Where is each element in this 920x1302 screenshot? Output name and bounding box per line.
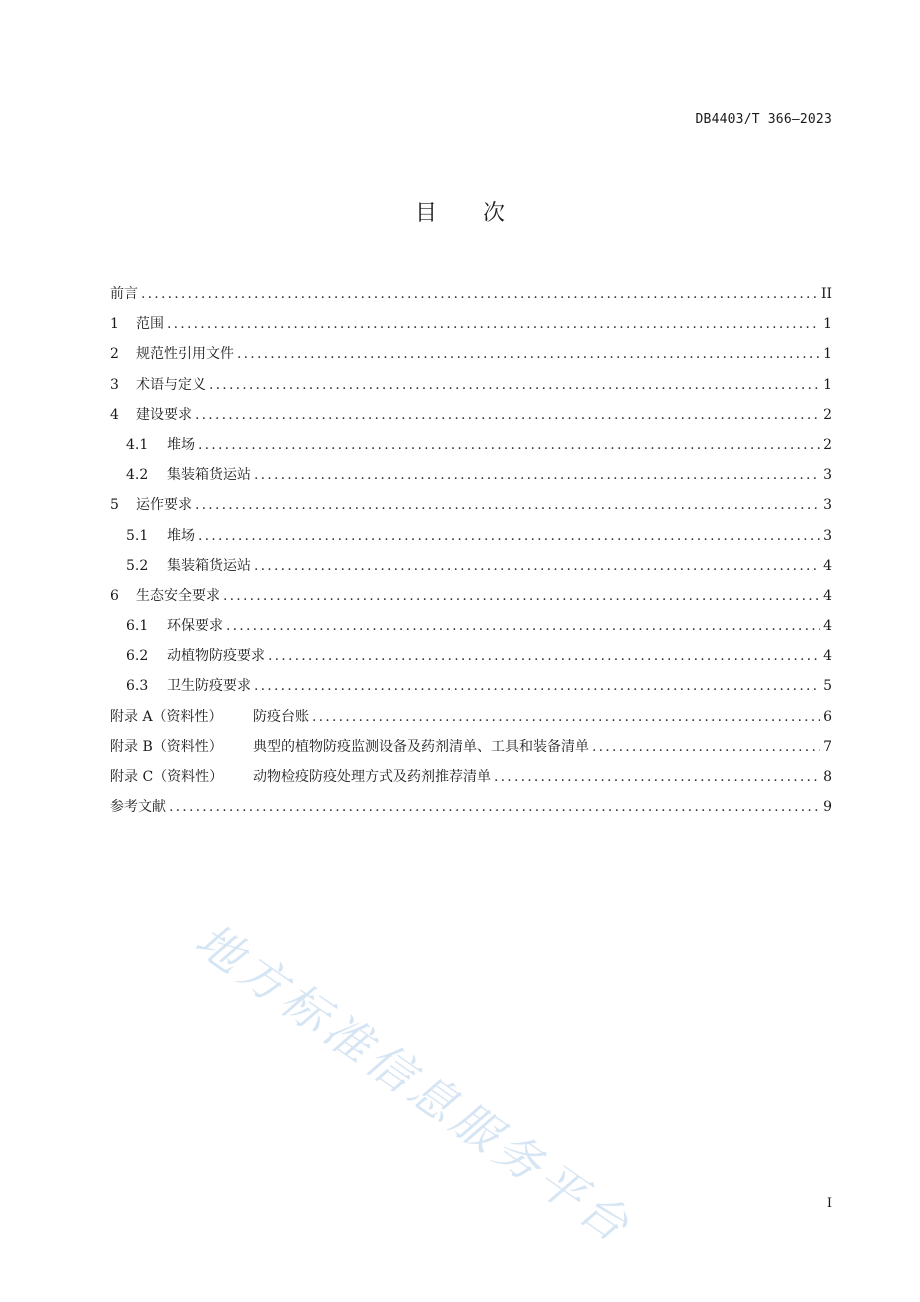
toc-entry-label: 运作要求 [136,497,192,514]
toc-dot-leader [254,465,820,485]
toc-entry-page: 1 [823,316,832,333]
toc-entry-page: 4 [823,648,832,665]
toc-entry-number: 4.1 [126,436,149,453]
toc-entry-number: 3 [110,376,119,393]
toc-entry[interactable] [110,646,832,676]
toc-entry-number: 2 [110,346,119,363]
toc-entry-label: 堆场 [167,527,195,544]
toc-entry[interactable] [110,676,832,706]
toc-entry[interactable] [110,586,832,616]
toc-entry-label: 堆场 [167,436,195,453]
toc-entry-number: 1 [110,316,119,333]
toc-entry-label: 动物检疫防疫处理方式及药剂推荐清单 [253,769,491,785]
watermark: 地方标准信息服务平台 [185,912,643,1255]
toc-entry[interactable] [110,344,832,374]
page-title: 目次 [414,201,551,226]
toc-dot-leader [237,344,820,364]
toc-entry-label: 范围 [136,316,164,333]
table-of-contents [110,284,832,827]
toc-entry-number: 5.2 [126,557,149,574]
toc-entry-page: 4 [823,557,832,574]
toc-dot-leader [167,314,820,334]
toc-entry-page: 8 [823,769,832,785]
toc-entry-page: 3 [823,467,832,484]
toc-entry-label: 生态安全要求 [136,587,220,604]
toc-entry[interactable] [110,495,832,525]
toc-entry-number: 6.1 [126,618,149,635]
toc-entry-label: 规范性引用文件 [136,346,234,363]
toc-entry-page: 9 [823,799,832,816]
toc-entry-label: 前言 [110,286,138,302]
toc-dot-leader [209,375,820,395]
toc-entry-label: 防疫台账 [253,708,309,725]
toc-entry-page: 5 [823,678,832,695]
toc-dot-leader [592,737,820,757]
toc-dot-leader [312,707,820,727]
toc-entry[interactable] [110,465,832,495]
toc-dot-leader [226,616,820,636]
toc-entry[interactable] [110,737,832,767]
toc-entry-number: 附录 C（资料性） [110,769,224,785]
toc-entry-number: 5.1 [126,527,149,544]
toc-entry[interactable] [110,767,832,797]
toc-entry-label: 环保要求 [167,618,223,635]
toc-entry-label: 参考文献 [110,799,166,816]
toc-entry-label: 建设要求 [136,406,192,423]
toc-entry[interactable] [110,284,832,314]
toc-entry-page: 3 [823,527,832,544]
toc-dot-leader [169,797,820,817]
toc-dot-leader [195,405,820,425]
toc-entry-page: 1 [823,376,832,393]
toc-entry-page: II [820,286,832,302]
toc-dot-leader [268,646,820,666]
toc-dot-leader [198,435,820,455]
toc-entry[interactable] [110,314,832,344]
toc-entry[interactable] [110,526,832,556]
toc-entry-label: 集装箱货运站 [167,557,251,574]
toc-entry[interactable] [110,797,832,827]
toc-entry[interactable] [110,435,832,465]
toc-entry-number: 附录 A（资料性） [110,708,223,725]
toc-entry[interactable] [110,405,832,435]
toc-entry-page: 1 [823,346,832,363]
toc-entry-number: 4.2 [126,467,149,484]
toc-dot-leader [195,495,820,515]
toc-entry-number: 5 [110,497,119,514]
toc-entry-number: 6.2 [126,648,149,665]
toc-entry-number: 附录 B（资料性） [110,738,223,755]
toc-entry-number: 6.3 [126,678,149,695]
page-number: I [826,1196,832,1211]
toc-dot-leader [141,284,818,304]
toc-dot-leader [198,526,820,546]
toc-entry-label: 集装箱货运站 [167,467,251,484]
toc-entry-page: 4 [823,587,832,604]
toc-dot-leader [223,586,820,606]
toc-entry-label: 动植物防疫要求 [167,648,265,665]
toc-entry[interactable] [110,616,832,646]
toc-entry-number: 6 [110,587,119,604]
toc-dot-leader [494,767,820,787]
toc-entry-page: 4 [823,618,832,635]
toc-entry-page: 7 [823,738,832,755]
toc-entry[interactable] [110,707,832,737]
toc-entry[interactable] [110,375,832,405]
document-code: DB4403/T 366—2023 [695,112,832,127]
toc-entry-label: 术语与定义 [136,376,206,393]
toc-dot-leader [254,556,820,576]
toc-entry-page: 3 [823,497,832,514]
toc-entry-number: 4 [110,406,119,423]
toc-entry[interactable] [110,556,832,586]
toc-entry-page: 6 [823,708,832,725]
toc-entry-label: 典型的植物防疫监测设备及药剂清单、工具和装备清单 [253,738,589,755]
toc-entry-page: 2 [823,436,832,453]
toc-entry-label: 卫生防疫要求 [167,678,251,695]
toc-entry-page: 2 [823,406,832,423]
toc-dot-leader [254,676,820,696]
